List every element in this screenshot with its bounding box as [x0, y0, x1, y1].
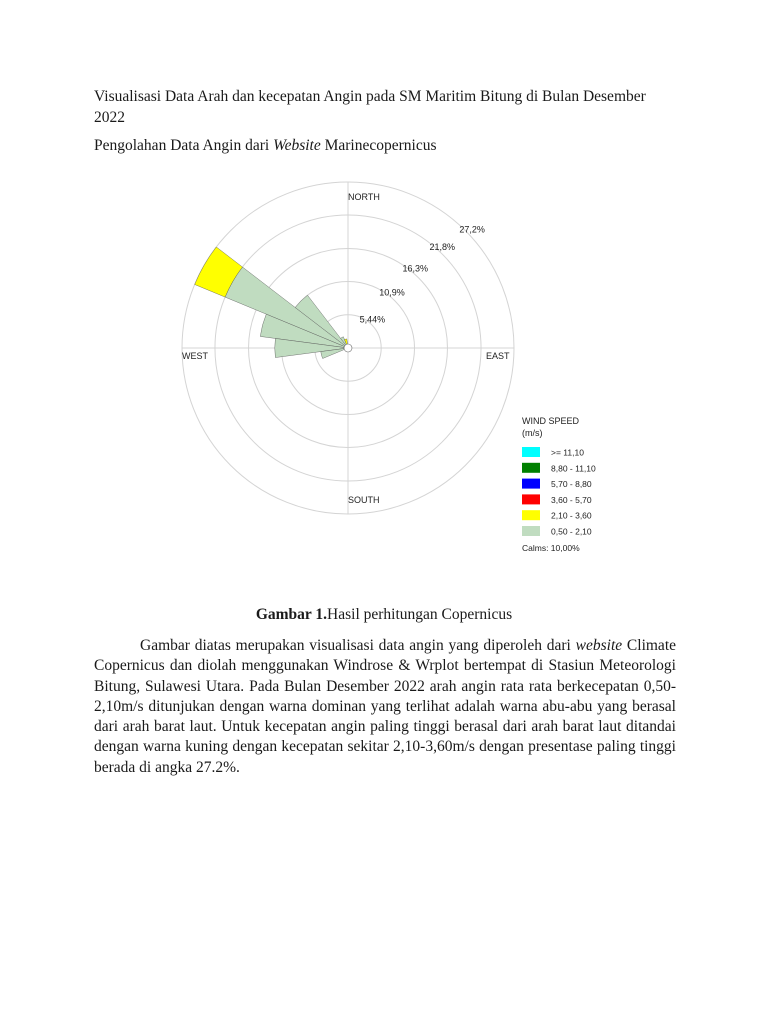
- ring-label-2: 10,9%: [379, 287, 405, 298]
- legend-label-4: 3,60 - 5,70: [551, 494, 592, 505]
- legend-swatch-2: [522, 463, 540, 473]
- legend-items: [522, 447, 596, 537]
- calm-center: [344, 344, 352, 352]
- legend-unit: (m/s): [522, 428, 543, 438]
- heading-title-text: Visualisasi Data Arah dan kecepatan Angin pada SM Maritim Bitung di Bulan Desember 2022: [94, 88, 646, 126]
- heading-subtitle-pre: Pengolahan Data Angin dari: [94, 137, 274, 154]
- legend-swatch-5: [522, 510, 540, 520]
- paragraph-part1: Gambar diatas merupakan visualisasi data angin yang diperoleh dari: [140, 637, 576, 654]
- direction-west: WEST: [182, 351, 208, 361]
- legend-label-3: 5,70 - 8,80: [551, 479, 592, 490]
- wind-rose-figure: [150, 180, 630, 580]
- legend-label-5: 2,10 - 3,60: [551, 510, 592, 521]
- wind-rose-ring-labels: [360, 225, 485, 325]
- legend-swatch-6: [522, 526, 540, 536]
- paragraph-part2: Climate Copernicus dan diolah menggunakan Windrose & Wrplot bertempat di Stasiun Meteorologi Bitung, Sulawesi Utara. Pada Bulan Desember 2022 arah angin rata rata berkecepatan 0,50-2,10m/s ditunjukan dengan warna dominan yang terlihat adalah warna abu-abu yang berasal dari arah barat laut. Untuk kecepatan angin paling tinggi berasal dari arah barat laut ditandai dengan warna kuning dengan kecepatan sekitar 2,10-3,60m/s dengan presentase paling tinggi berada di angka 27.2%.: [94, 637, 677, 776]
- legend-title: WIND SPEED: [522, 416, 580, 426]
- legend-swatch-1: [522, 447, 540, 457]
- legend-label-2: 8,80 - 11,10: [551, 463, 596, 474]
- heading-title: [94, 86, 674, 128]
- heading-subtitle-em: Website: [273, 137, 321, 154]
- wind-rose-petals: [195, 247, 352, 359]
- legend-label-6: 0,50 - 2,10: [551, 526, 592, 537]
- legend-swatch-4: [522, 494, 540, 504]
- paragraph-em: website: [575, 637, 623, 654]
- heading-subtitle: [94, 135, 674, 156]
- figure-caption: [0, 606, 768, 624]
- body-paragraph: [94, 636, 676, 778]
- caption-label: Gambar 1.: [255, 606, 328, 623]
- ring-label-4: 21,8%: [429, 242, 456, 253]
- ring-label-3: 16,3%: [402, 263, 429, 274]
- direction-east: EAST: [486, 351, 510, 361]
- direction-south: SOUTH: [348, 495, 380, 505]
- direction-north: NORTH: [348, 192, 380, 202]
- ring-label-1: 5,44%: [359, 314, 386, 325]
- wind-speed-legend: [522, 416, 596, 553]
- caption-text: Hasil perhitungan Copernicus: [327, 606, 513, 623]
- legend-calms: Calms: 10,00%: [522, 543, 580, 553]
- heading-subtitle-post: Marinecopernicus: [320, 137, 437, 154]
- ring-label-5: 27,2%: [459, 224, 485, 235]
- legend-label-1: >= 11,10: [551, 447, 584, 458]
- legend-swatch-3: [522, 479, 540, 489]
- wind-rose-chart: [150, 180, 630, 580]
